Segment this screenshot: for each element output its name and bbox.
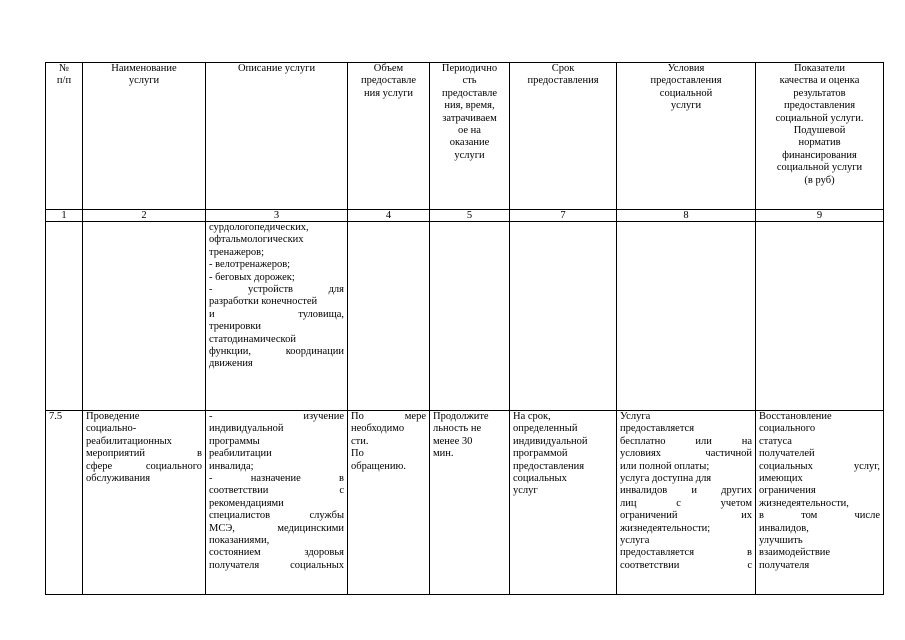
table-row-continuation [46, 222, 884, 411]
cell-line: необходимо [351, 423, 405, 435]
cell-line: сти. [351, 435, 369, 447]
cell-line: получателя социальных [209, 559, 344, 571]
cell-term [510, 411, 617, 595]
cell-line: получателя [759, 559, 810, 571]
column-number-row [46, 210, 884, 222]
cell-line: ограничения [759, 485, 816, 497]
header-quality-indicators: Показатели качества и оценка результатов предоставления социальной услуги. Подушевой норматив финансирования социальной услуги (в руб) [756, 63, 884, 210]
column-number: 4 [348, 210, 430, 222]
cell-line: инвалида; [209, 460, 254, 472]
column-number: 7 [510, 210, 617, 222]
cell-line: движения [209, 358, 253, 370]
cell-line: - велотренажеров; [209, 259, 291, 271]
column-number: 8 [617, 210, 756, 222]
cell-line: льность не [433, 423, 482, 435]
cell-line: обращению. [351, 460, 406, 472]
cell-line: реабилитационных [86, 435, 172, 447]
cell-line: Продолжите [433, 411, 489, 422]
cell-empty [430, 222, 510, 411]
cell-number: 7.5 [46, 411, 83, 595]
cell-line: лиц с учетом [620, 497, 752, 509]
cell-line: - беговых дорожек; [209, 271, 295, 283]
cell-line: услуга [620, 535, 650, 547]
cell-line: - назначение в [209, 473, 344, 485]
cell-line: рекомендациями [209, 497, 284, 509]
cell-line: - изучение [209, 411, 344, 422]
cell-line: улучшить [759, 535, 803, 547]
services-table [45, 62, 884, 595]
column-number: 5 [430, 210, 510, 222]
cell-line: статуса [759, 435, 792, 447]
cell-line: показаниями, [209, 535, 270, 547]
cell-line: предоставления [513, 460, 585, 472]
cell-line: услуга доступна для [620, 473, 712, 485]
cell-line: На срок, [513, 411, 551, 422]
cell-empty [617, 222, 756, 411]
cell-line: соответствии с [620, 559, 752, 571]
cell-line: МСЭ, медицинскими [209, 522, 344, 534]
cell-service-name [83, 411, 206, 595]
cell-line: По [351, 448, 364, 460]
cell-line: разработки конечностей [209, 296, 318, 308]
cell-line: предоставляется в [620, 547, 752, 559]
cell-description [206, 222, 348, 411]
cell-line: состоянием здоровья [209, 547, 344, 559]
column-number: 1 [46, 210, 83, 222]
cell-line: мин. [433, 448, 454, 460]
cell-description [206, 411, 348, 595]
cell-line: функции, координации [209, 346, 344, 358]
table-row-7-5 [46, 411, 884, 595]
cell-line: мероприятий в [86, 448, 202, 460]
cell-empty [83, 222, 206, 411]
cell-line: индивидуальной [513, 435, 588, 447]
cell-line: сфере социального [86, 460, 202, 472]
header-row [46, 63, 884, 210]
cell-line: социального [759, 423, 816, 435]
header-volume: Объем предоставле ния услуги [348, 63, 430, 210]
cell-line: офтальмологических [209, 234, 304, 246]
cell-empty [46, 222, 83, 411]
cell-line: соответствии с [209, 485, 344, 497]
cell-line: взаимодействие [759, 547, 831, 559]
cell-line: социальных услуг, [759, 460, 880, 472]
header-conditions: Условия предоставления социальной услуги [617, 63, 756, 210]
cell-line: реабилитации [209, 448, 272, 460]
cell-line: жизнедеятельности; [620, 522, 711, 534]
cell-volume [348, 411, 430, 595]
column-number: 2 [83, 210, 206, 222]
cell-line: имеющих [759, 473, 803, 485]
cell-line: услуг [513, 485, 538, 497]
cell-line: программой [513, 448, 568, 460]
cell-line: - устройств для [209, 284, 344, 296]
cell-empty [756, 222, 884, 411]
cell-line: программы [209, 435, 260, 447]
cell-line: менее 30 [433, 435, 473, 447]
cell-line: инвалидов, [759, 522, 809, 534]
cell-line: условиях частичной [620, 448, 752, 460]
cell-line: жизнедеятельности, [759, 497, 849, 509]
cell-line: обслуживания [86, 473, 151, 485]
cell-line: социальных [513, 473, 567, 485]
cell-line: определенный [513, 423, 578, 435]
cell-line: социально- [86, 423, 137, 435]
header-periodicity: Периодично сть предоставле ния, время, затрачиваем ое на оказание услуги [430, 63, 510, 210]
cell-line: Услуга [620, 411, 651, 422]
cell-line: Проведение [86, 411, 140, 422]
cell-line: сурдологопедических, [209, 222, 309, 233]
cell-conditions [617, 411, 756, 595]
cell-line: статодинамической [209, 333, 296, 345]
cell-line: ограничений их [620, 510, 752, 522]
header-service-name: Наименование услуги [83, 63, 206, 210]
cell-line: тренировки [209, 321, 262, 333]
cell-line: индивидуальной [209, 423, 284, 435]
header-description: Описание услуги [206, 63, 348, 210]
cell-line: и туловища, [209, 308, 344, 320]
cell-line: По мере [351, 411, 426, 422]
cell-empty [348, 222, 430, 411]
cell-quality-indicators [756, 411, 884, 595]
cell-line: инвалидов и других [620, 485, 752, 497]
cell-line: или полной оплаты; [620, 460, 710, 472]
cell-line: бесплатно или на [620, 435, 752, 447]
header-number: № п/п [46, 63, 83, 210]
cell-line: специалистов службы [209, 510, 344, 522]
header-term: Срок предоставления [510, 63, 617, 210]
cell-line: в том числе [759, 510, 880, 522]
cell-line: получателей [759, 448, 815, 460]
column-number: 3 [206, 210, 348, 222]
cell-line: Восстановление [759, 411, 832, 422]
cell-line: предоставляется [620, 423, 695, 435]
column-number: 9 [756, 210, 884, 222]
cell-periodicity [430, 411, 510, 595]
cell-line: тренажеров; [209, 246, 265, 258]
cell-empty [510, 222, 617, 411]
